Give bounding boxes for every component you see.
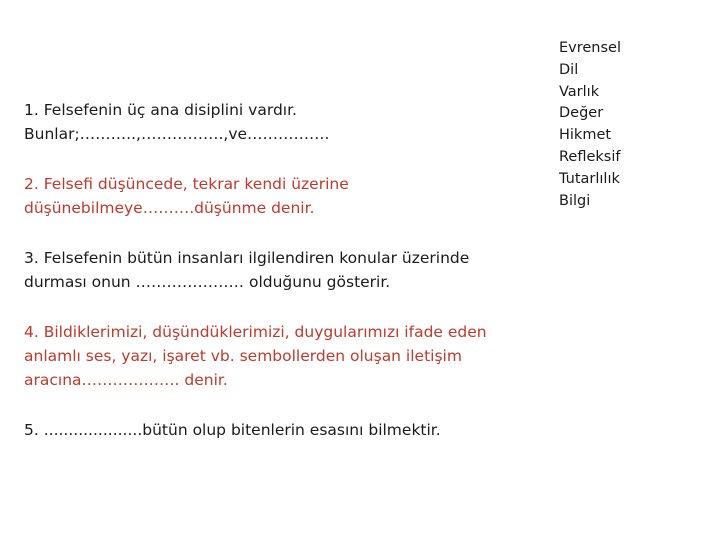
word-bank-item: Varlık: [559, 83, 600, 100]
question-1-line-2: Bunlar;………..,…………….,ve…………….: [24, 125, 330, 143]
word-bank: [559, 38, 699, 212]
question-4-line-2: anlamlı ses, yazı, işaret vb. sembollerden oluşan iletişim: [24, 347, 462, 365]
question-2-line-1: 2. Felsefi düşüncede, tekrar kendi üzerine: [24, 175, 349, 193]
question-list: [24, 98, 524, 468]
question-3-line-1: 3. Felsefenin bütün insanları ilgilendiren konular üzerinde: [24, 249, 470, 267]
question-5-line-1: 5. ....................bütün olup bitenlerin esasını bilmektir.: [24, 421, 441, 439]
word-bank-item: Hikmet: [559, 127, 612, 144]
word-bank-item: Bilgi: [559, 192, 591, 209]
question-4: [24, 320, 524, 392]
word-bank-item: Refleksif: [559, 148, 621, 165]
question-1-line-1: 1. Felsefenin üç ana disiplini vardır.: [24, 101, 297, 119]
question-5: [24, 418, 524, 442]
word-bank-item: Tutarlılık: [559, 170, 620, 187]
word-bank-item: Değer: [559, 105, 604, 122]
question-4-line-3: aracına………………. denir.: [24, 371, 228, 389]
question-4-line-1: 4. Bildiklerimizi, düşündüklerimizi, duygularımızı ifade eden: [24, 323, 487, 341]
word-bank-item: Evrensel: [559, 40, 622, 56]
question-1: [24, 98, 524, 146]
question-2-line-2: düşünebilmeye……….düşünme denir.: [24, 199, 315, 217]
word-bank-item: Dil: [559, 61, 579, 78]
question-3-line-2: durması onun ………………… olduğunu gösterir.: [24, 273, 391, 291]
question-3: [24, 246, 524, 294]
question-2: [24, 172, 524, 220]
